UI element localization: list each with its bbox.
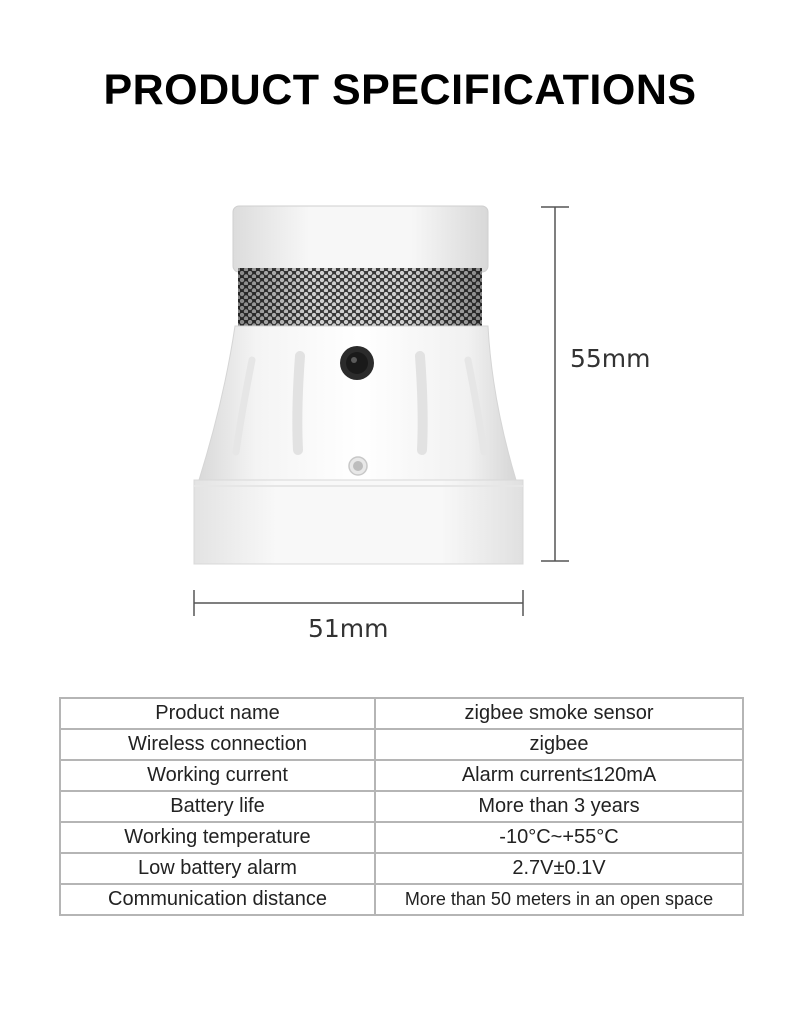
spec-label: Working temperature (60, 822, 375, 853)
spec-label: Low battery alarm (60, 853, 375, 884)
table-row (60, 698, 743, 729)
spec-value: More than 50 meters in an open space (375, 884, 743, 915)
table-row (60, 729, 743, 760)
width-dimension-label: 51mm (308, 614, 389, 643)
product-illustration (0, 180, 800, 660)
height-dimension-label: 55mm (570, 344, 651, 373)
table-row (60, 822, 743, 853)
spec-label: Communication distance (60, 884, 375, 915)
page-title: PRODUCT SPECIFICATIONS (103, 66, 697, 114)
spec-label: Working current (60, 760, 375, 791)
spec-value: zigbee smoke sensor (375, 698, 743, 729)
table-row (60, 791, 743, 822)
spec-value: Alarm current≤120mA (375, 760, 743, 791)
table-row (60, 884, 743, 915)
spec-label: Battery life (60, 791, 375, 822)
spec-label: Product name (60, 698, 375, 729)
spec-value: zigbee (375, 729, 743, 760)
spec-value: 2.7V±0.1V (375, 853, 743, 884)
table-row (60, 853, 743, 884)
specifications-table (59, 697, 744, 916)
spec-value: -10°C~+55°C (375, 822, 743, 853)
spec-value: More than 3 years (375, 791, 743, 822)
spec-label: Wireless connection (60, 729, 375, 760)
table-row (60, 760, 743, 791)
smoke-sensor-image (0, 180, 800, 660)
